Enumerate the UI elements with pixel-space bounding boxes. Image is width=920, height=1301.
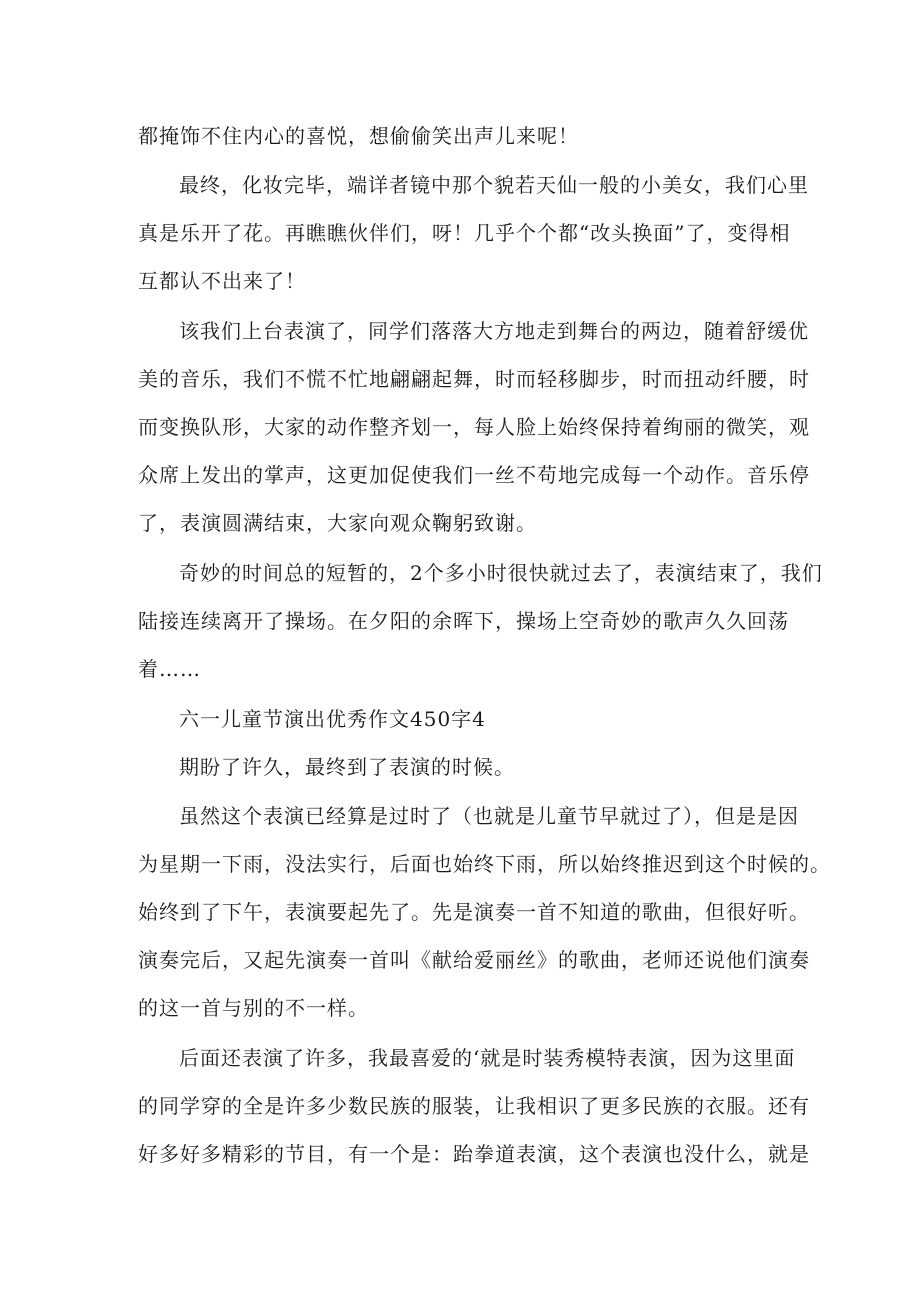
text-line: 美的音乐，我们不慌不忙地翩翩起舞，时而轻移脚步，时而扭动纤腰，时 bbox=[138, 367, 810, 391]
paragraph-first-line: 虽然这个表演已经算是过时了（也就是儿童节早就过了），但是是因 bbox=[179, 804, 799, 828]
text-line: 的这一首与别的不一样。 bbox=[138, 996, 369, 1020]
text-line: 始终到了下午，表演要起先了。先是演奏一首不知道的歌曲，但很好听。 bbox=[138, 900, 810, 924]
paragraph-first-line: 该我们上台表演了，同学们落落大方地走到舞台的两边，随着舒缓优 bbox=[179, 319, 809, 343]
text-line: 着…… bbox=[138, 657, 201, 681]
text-line: 了，表演圆满结束，大家向观众鞠躬致谢。 bbox=[138, 511, 537, 535]
text-line: 演奏完后，又起先演奏一首叫《献给爱丽丝》的歌曲，老师还说他们演奏 bbox=[138, 948, 810, 972]
text-line: 陆接连续离开了操场。在夕阳的余晖下，操场上空奇妙的歌声久久回荡 bbox=[138, 609, 789, 633]
paragraph-first-line: 期盼了许久，最终到了表演的时候。 bbox=[179, 755, 515, 779]
paragraph-first-line: 奇妙的时间总的短暂的，2个多小时很快就过去了，表演结束了，我们 bbox=[179, 561, 823, 585]
text-line: 众席上发出的掌声，这更加促使我们一丝不苟地完成每一个动作。音乐停 bbox=[138, 463, 810, 487]
text-line: 好多好多精彩的节目，有一个是：跆拳道表演，这个表演也没什么，就是 bbox=[138, 1142, 810, 1166]
text-line: 而变换队形，大家的动作整齐划一，每人脸上始终保持着绚丽的微笑，观 bbox=[138, 415, 810, 439]
paragraph-first-line: 最终，化妆完毕，端详者镜中那个貌若天仙一般的小美女，我们心里 bbox=[179, 173, 809, 197]
text-line: 的同学穿的全是许多少数民族的服装，让我相识了更多民族的衣服。还有 bbox=[138, 1094, 810, 1118]
text-line: 互都认不出来了！ bbox=[138, 269, 306, 293]
text-line: 都掩饰不住内心的喜悦，想偷偷笑出声儿来呢！ bbox=[138, 124, 579, 148]
paragraph-first-line: 后面还表演了许多，我最喜爱的‘就是时装秀模特表演，因为这里面 bbox=[179, 1046, 796, 1070]
text-line: 为星期一下雨，没法实行，后面也始终下雨，所以始终推迟到这个时候的。 bbox=[138, 852, 831, 876]
section-heading: 六一儿童节演出优秀作文450字4 bbox=[179, 707, 486, 731]
text-line: 真是乐开了花。再瞧瞧伙伴们，呀！几乎个个都“改头换面”了，变得相 bbox=[138, 221, 791, 245]
